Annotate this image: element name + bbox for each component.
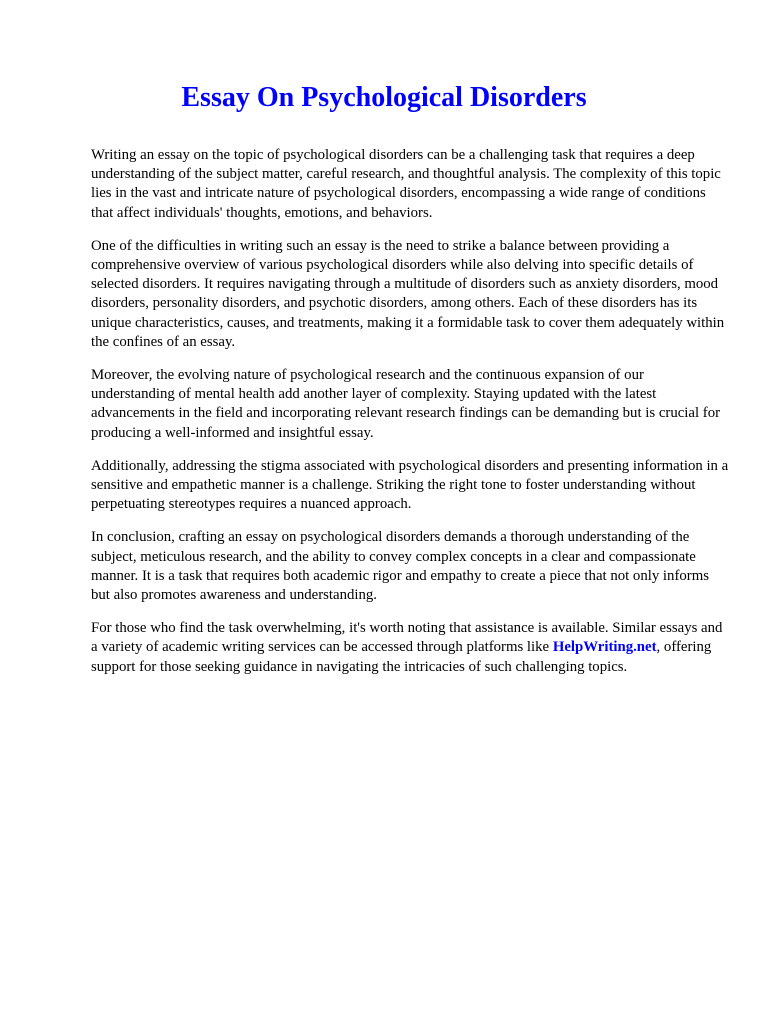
paragraph-3: Moreover, the evolving nature of psychological research and the continuous expansion of our understanding of mental health add another layer of complexity. Staying updated with the latest advancements in the field and incorporating relevant research findings can be demanding but is crucial for producing a well-informed and insightful essay. (91, 367, 721, 441)
page-title: Essay On Psychological Disorders (181, 82, 587, 113)
paragraph-5: In conclusion, crafting an essay on psychological disorders demands a thorough understanding of the subject, meticulous research, and the ability to convey complex concepts in a clear and compassionate manner. It is a task that requires both academic rigor and empathy to create a piece that not only informs but also promotes awareness and understanding. (91, 529, 709, 604)
paragraph-2: One of the difficulties in writing such an essay is the need to strike a balance between providing a comprehensive overview of various psychological disorders while also delving into specific details of selected disorders. It requires navigating through a multitude of disorders such as anxiety disorders, mood disorders, personality disorders, and psychotic disorders, among others. Each of these disorders has its unique characteristics, causes, and treatments, making it a formidable task to cover them adequately within the confines of an essay. (91, 237, 725, 350)
paragraph-6 (91, 619, 731, 677)
essay-body (91, 146, 731, 691)
helpwriting-link[interactable]: HelpWriting.net (552, 639, 657, 656)
paragraph-4: Additionally, addressing the stigma associated with psychological disorders and presenting information in a sensitive and empathetic manner is a challenge. Striking the right tone to foster understanding without perpetuating stereotypes requires a nuanced approach. (91, 457, 729, 513)
paragraph-6-text-after-link: , offering support for those seeking guidance in navigating the intricacies of such challenging topics. (91, 639, 712, 675)
paragraph-1: Writing an essay on the topic of psychological disorders can be a challenging task that requires a deep understanding of the subject matter, careful research, and thoughtful analysis. The complexity of this topic lies in the vast and intricate nature of psychological disorders, encompassing a wide range of conditions that affect individuals' thoughts, emotions, and behaviors. (91, 147, 721, 221)
paragraph-6-text-before-link: For those who find the task overwhelming, it's worth noting that assistance is available. Similar essays and a variety of academic writing services can be accessed through platforms like (91, 620, 723, 656)
